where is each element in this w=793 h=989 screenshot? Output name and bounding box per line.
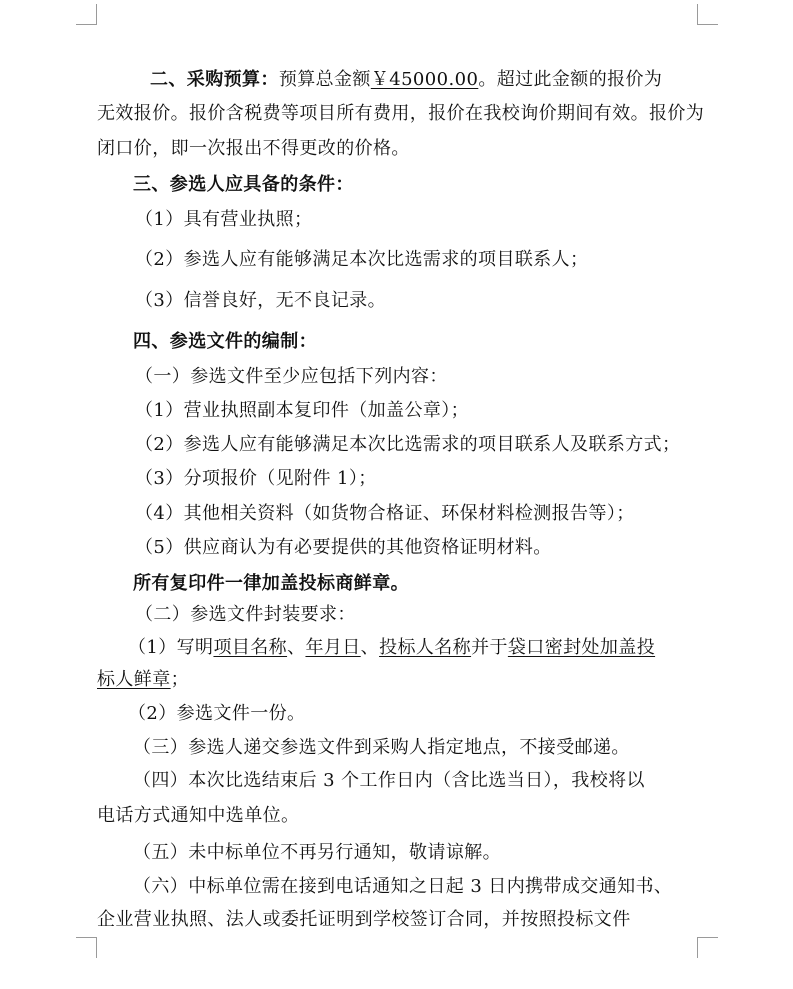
required-item-2: （2）参选人应有能够满足本次比选需求的项目联系人及联系方式； [135, 434, 681, 455]
budget-heading: 二、采购预算： [150, 69, 279, 90]
required-item-3: （3）分项报价（见附件 1）； [135, 468, 377, 489]
required-item-4: （4）其他相关资料（如货物合格证、环保材料检测报告等）； [135, 503, 635, 524]
section-3-heading: 三、参选人应具备的条件： [133, 174, 354, 195]
subsection-4-line-2: 电话方式通知中选单位。 [97, 805, 300, 826]
subsection-2-heading: （二）参选文件封装要求： [135, 604, 356, 625]
subsection-5: （五）未中标单位不再另行通知，敬请谅解。 [133, 842, 501, 863]
condition-3: （3）信誉良好，无不良记录。 [135, 290, 387, 311]
subsection-4-line-1: （四）本次比选结束后 3 个工作日内（含比选当日），我校将以 [133, 770, 645, 791]
underlined-bidder-name: 投标人名称 [379, 637, 472, 658]
packaging-text: 、 [287, 637, 306, 658]
budget-paragraph-line-1 [150, 67, 662, 93]
section-4-heading: 四、参选文件的编制： [133, 331, 317, 352]
subsection-6-line-1: （六）中标单位需在接到电话通知之日起 3 日内携带成交通知书、 [133, 876, 673, 897]
underlined-date: 年月日 [305, 637, 361, 658]
packaging-text: ； [170, 669, 190, 690]
packaging-text: 并于 [471, 637, 508, 658]
underlined-seal-instruction-cont: 标人鲜章 [97, 669, 171, 690]
packaging-item-1-line-1 [128, 635, 655, 661]
budget-text-post: 。超过此金额的报价为 [478, 69, 663, 90]
packaging-item-1-line-2 [97, 667, 189, 693]
stamp-note: 所有复印件一律加盖投标商鲜章。 [133, 573, 409, 594]
budget-paragraph-line-2: 无效报价。报价含税费等项目所有费用，报价在我校询价期间有效。报价为 [97, 103, 705, 124]
underlined-project-name: 项目名称 [213, 637, 288, 658]
condition-2: （2）参选人应有能够满足本次比选需求的项目联系人； [135, 249, 589, 270]
underlined-seal-instruction: 袋口密封处加盖投 [507, 637, 656, 658]
packaging-text: （1）写明 [128, 637, 214, 658]
budget-paragraph-line-3: 闭口价，即一次报出不得更改的价格。 [97, 138, 410, 159]
budget-text-pre: 预算总金额 [278, 69, 371, 90]
packaging-item-2: （2）参选文件一份。 [128, 703, 306, 724]
subsection-3: （三）参选人递交参选文件到采购人指定地点，不接受邮递。 [133, 737, 630, 758]
required-item-1: （1）营业执照副本复印件（加盖公章）； [135, 400, 470, 421]
packaging-text: 、 [360, 637, 380, 658]
subsection-1-heading: （一）参选文件至少应包括下列内容： [135, 366, 448, 387]
condition-1: （1）具有营业执照； [135, 209, 313, 230]
required-item-5: （5）供应商认为有必要提供的其他资格证明材料。 [135, 537, 552, 558]
subsection-6-line-2: 企业营业执照、法人或委托证明到学校签订合同，并按照投标文件 [97, 909, 631, 930]
budget-amount: ￥45000.00 [370, 69, 479, 90]
